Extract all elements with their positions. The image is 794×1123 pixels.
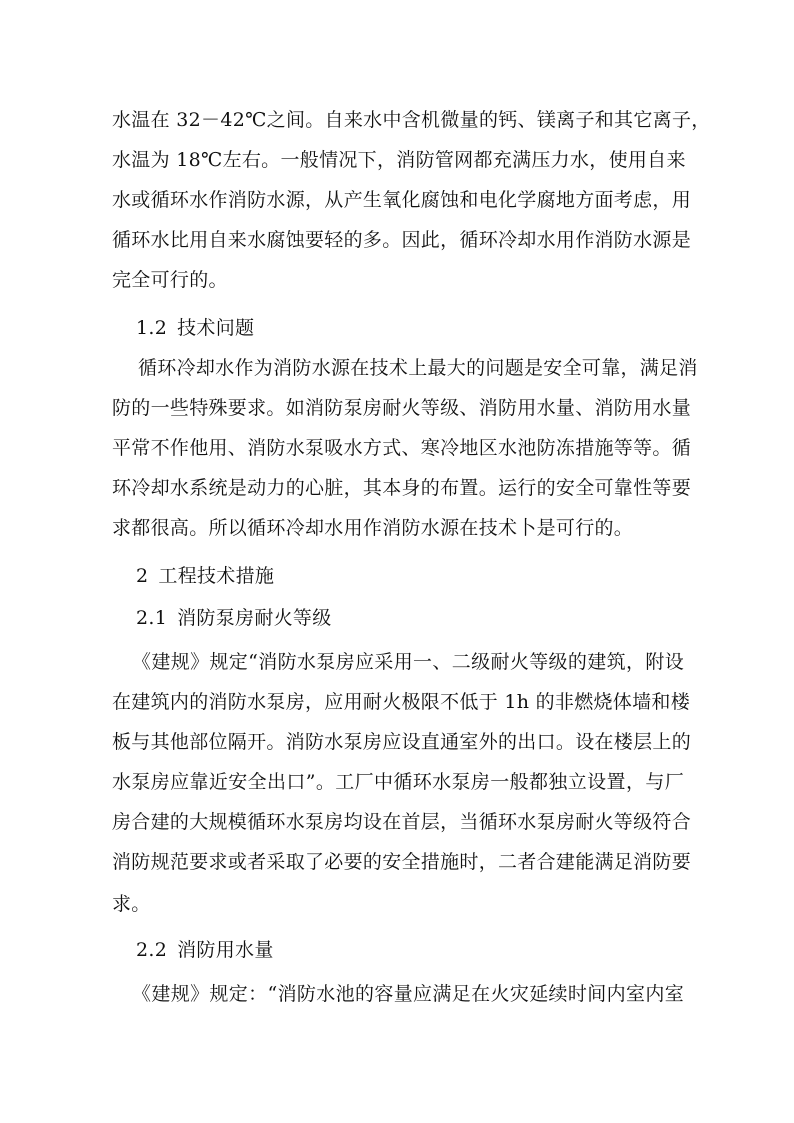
section-heading-1-2 bbox=[136, 316, 254, 340]
paragraph-line: 《建规》规定“消防水泵房应采用一、二级耐火等级的建筑，附设 bbox=[132, 651, 684, 673]
paragraph-line: 完全可行的。 bbox=[112, 269, 228, 291]
paragraph-line: 水泵房应靠近安全出口”。工厂中循环水泵房一般都独立设置，与厂 bbox=[112, 771, 684, 793]
paragraph-line: 水温为 18℃左右。一般情况下，消防管网都充满压力水，使用自来 bbox=[112, 149, 686, 171]
section-number: 2 bbox=[136, 565, 149, 587]
section-title: 消防泵房耐火等级 bbox=[177, 607, 332, 629]
paragraph-line: 房合建的大规模循环水泵房均设在首层，当循环水泵房耐火等级符合 bbox=[112, 811, 692, 833]
paragraph-line: 水温在 32－42℃之间。自来水中含机微量的钙、镁离子和其它离子， bbox=[112, 109, 711, 131]
paragraph-line: 循环冷却水作为消防水源在技术上最大的问题是安全可靠，满足消 bbox=[138, 357, 698, 379]
paragraph-line: 《建规》规定：“消防水池的容量应满足在火灾延续时间内室内室 bbox=[132, 983, 684, 1005]
paragraph-line: 环冷却水系统是动力的心脏，其本身的布置。运行的安全可靠性等要 bbox=[112, 477, 692, 499]
paragraph-line: 板与其他部位隔开。消防水泵房应设直通室外的出口。设在楼层上的 bbox=[112, 731, 692, 753]
paragraph-line: 水或循环水作消防水源，从产生氧化腐蚀和电化学腐地方面考虑，用 bbox=[112, 189, 692, 211]
section-heading-2-2 bbox=[136, 938, 274, 962]
section-heading-2-1 bbox=[136, 606, 332, 630]
paragraph-line: 在建筑内的消防水泵房，应用耐火极限不低于 1h 的非燃烧体墙和楼 bbox=[112, 691, 691, 713]
section-number: 1.2 bbox=[136, 317, 168, 339]
section-title: 技术问题 bbox=[177, 317, 255, 339]
section-title: 消防用水量 bbox=[177, 939, 274, 961]
paragraph-line: 循环水比用自来水腐蚀要轻的多。因此，循环冷却水用作消防水源是 bbox=[112, 229, 692, 251]
paragraph-line: 求。 bbox=[112, 893, 151, 915]
paragraph-line: 防的一些特殊要求。如消防泵房耐火等级、消防用水量、消防用水量 bbox=[112, 397, 692, 419]
paragraph-line: 消防规范要求或者采取了必要的安全措施时，二者合建能满足消防要 bbox=[112, 851, 692, 873]
paragraph-line: 平常不作他用、消防水泵吸水方式、寒冷地区水池防冻措施等等。循 bbox=[112, 437, 692, 459]
section-number: 2.2 bbox=[136, 939, 168, 961]
section-number: 2.1 bbox=[136, 607, 168, 629]
paragraph-line: 求都很高。所以循环冷却水用作消防水源在技术卜是可行的。 bbox=[112, 517, 634, 539]
section-title: 工程技术措施 bbox=[158, 565, 275, 587]
section-heading-2 bbox=[136, 564, 274, 588]
